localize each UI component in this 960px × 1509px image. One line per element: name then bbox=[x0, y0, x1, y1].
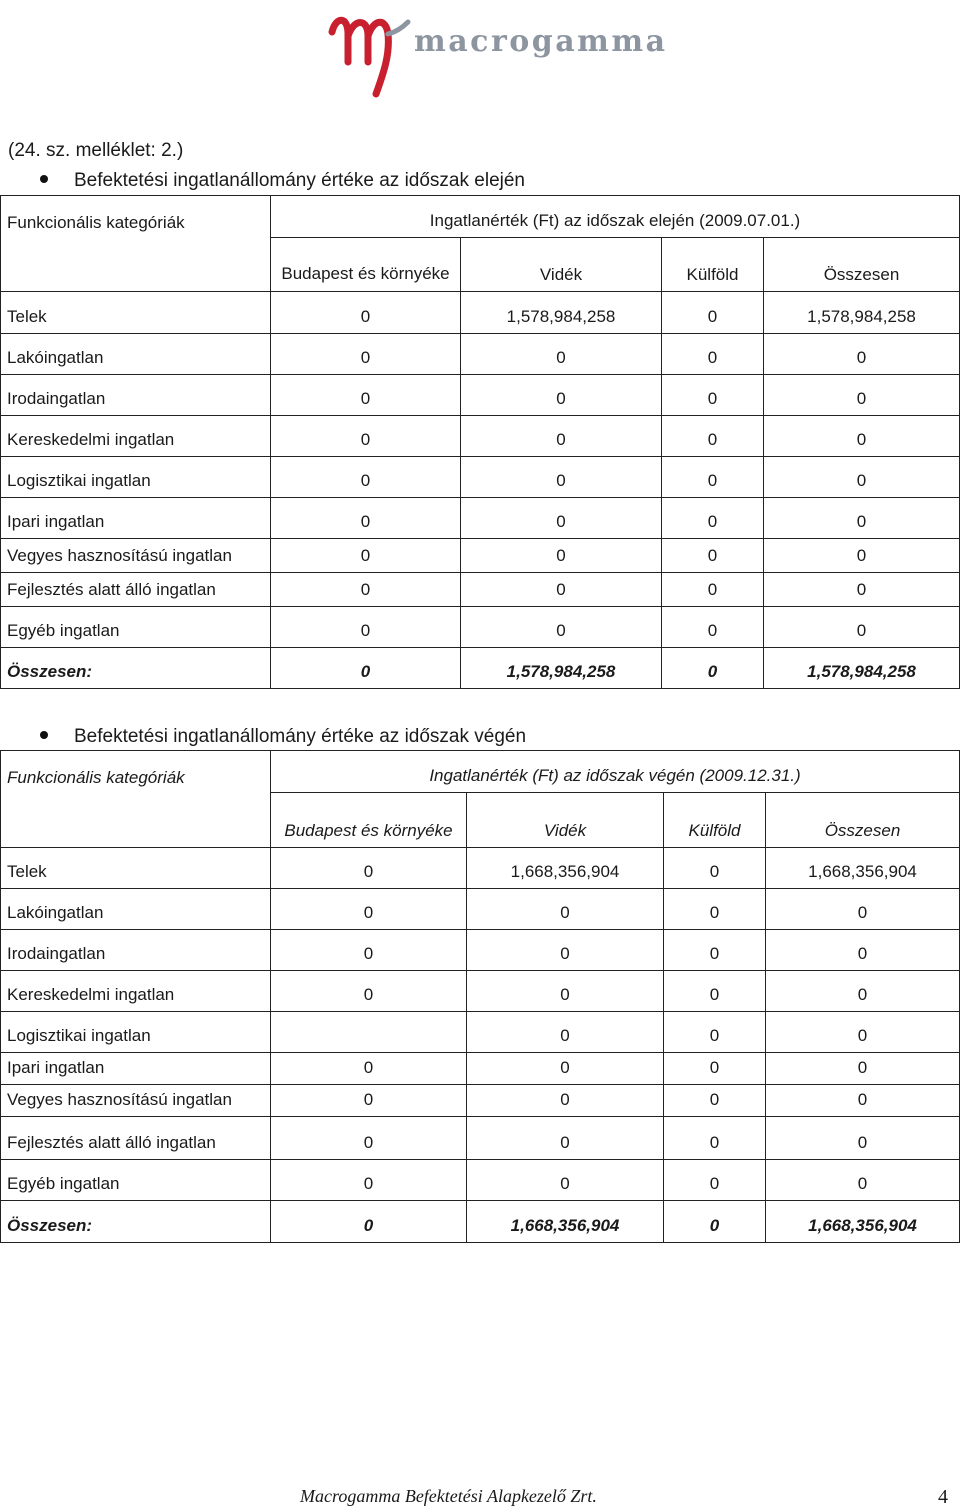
cell-value: 0 bbox=[271, 457, 461, 498]
col-header-videk: Vidék bbox=[467, 793, 664, 848]
cell-value: 0 bbox=[766, 889, 960, 930]
cell-value: 1,668,356,904 bbox=[467, 848, 664, 889]
group-header: Ingatlanérték (Ft) az időszak elején (2009.07.01.) bbox=[271, 196, 960, 238]
cell-value: 0 bbox=[662, 607, 764, 648]
row-label: Egyéb ingatlan bbox=[1, 607, 271, 648]
cell-value: 1,578,984,258 bbox=[764, 292, 960, 334]
cell-value: 0 bbox=[467, 971, 664, 1012]
cell-value: 0 bbox=[766, 1085, 960, 1117]
total-label: Összesen: bbox=[1, 648, 271, 689]
category-header: Funkcionális kategóriák bbox=[1, 751, 271, 848]
row-label: Ipari ingatlan bbox=[1, 498, 271, 539]
cell-value: 0 bbox=[764, 416, 960, 457]
table-row bbox=[1, 889, 960, 930]
cell-value: 0 bbox=[662, 416, 764, 457]
total-row bbox=[1, 1201, 960, 1243]
cell-value: 0 bbox=[467, 1085, 664, 1117]
cell-value: 0 bbox=[467, 930, 664, 971]
total-label: Összesen: bbox=[1, 1201, 271, 1243]
total-value: 1,578,984,258 bbox=[764, 648, 960, 689]
cell-value: 0 bbox=[271, 1053, 467, 1085]
cell-value: 0 bbox=[664, 889, 766, 930]
cell-value: 0 bbox=[764, 498, 960, 539]
table-row bbox=[1, 1117, 960, 1160]
total-value: 0 bbox=[662, 648, 764, 689]
cell-value: 0 bbox=[764, 607, 960, 648]
category-header: Funkcionális kategóriák bbox=[1, 196, 271, 292]
cell-value: 0 bbox=[766, 1012, 960, 1053]
table-row bbox=[1, 334, 960, 375]
cell-value: 0 bbox=[662, 498, 764, 539]
cell-value: 0 bbox=[766, 1160, 960, 1201]
cell-value: 0 bbox=[662, 573, 764, 607]
macrogamma-logo-mark-icon bbox=[326, 2, 416, 98]
row-label: Fejlesztés alatt álló ingatlan bbox=[1, 1117, 271, 1160]
cell-value: 0 bbox=[764, 573, 960, 607]
cell-value: 0 bbox=[664, 1117, 766, 1160]
table-row bbox=[1, 498, 960, 539]
cell-value: 0 bbox=[662, 292, 764, 334]
cell-value: 0 bbox=[271, 1117, 467, 1160]
group-header: Ingatlanérték (Ft) az időszak végén (2009.12.31.) bbox=[271, 751, 960, 793]
table-row bbox=[1, 1085, 960, 1117]
col-header-budapest: Budapest és környéke bbox=[271, 793, 467, 848]
total-value: 0 bbox=[664, 1201, 766, 1243]
cell-value: 1,668,356,904 bbox=[766, 848, 960, 889]
col-header-videk: Vidék bbox=[461, 238, 662, 292]
row-label: Lakóingatlan bbox=[1, 334, 271, 375]
cell-value: 0 bbox=[461, 607, 662, 648]
cell-value: 1,578,984,258 bbox=[461, 292, 662, 334]
cell-value: 0 bbox=[664, 1085, 766, 1117]
total-value: 1,578,984,258 bbox=[461, 648, 662, 689]
cell-value: 0 bbox=[664, 1012, 766, 1053]
cell-value: 0 bbox=[764, 457, 960, 498]
cell-value: 0 bbox=[664, 1053, 766, 1085]
cell-value: 0 bbox=[766, 1117, 960, 1160]
cell-value: 0 bbox=[664, 848, 766, 889]
table-row bbox=[1, 375, 960, 416]
cell-value: 0 bbox=[766, 971, 960, 1012]
cell-value: 0 bbox=[271, 292, 461, 334]
table-closing-value bbox=[0, 750, 960, 1243]
footer-company: Macrogamma Befektetési Alapkezelő Zrt. bbox=[300, 1486, 597, 1506]
row-label: Lakóingatlan bbox=[1, 889, 271, 930]
table-row bbox=[1, 573, 960, 607]
table-row bbox=[1, 416, 960, 457]
section2-heading-text: Befektetési ingatlanállomány értéke az időszak végén bbox=[74, 726, 527, 747]
row-label: Kereskedelmi ingatlan bbox=[1, 416, 271, 457]
table-row bbox=[1, 1012, 960, 1053]
annex-label: (24. sz. melléklet: 2.) bbox=[8, 140, 184, 161]
row-label: Kereskedelmi ingatlan bbox=[1, 971, 271, 1012]
row-label: Logisztikai ingatlan bbox=[1, 457, 271, 498]
row-label: Telek bbox=[1, 292, 271, 334]
cell-value: 0 bbox=[467, 1117, 664, 1160]
row-label: Irodaingatlan bbox=[1, 375, 271, 416]
table-row bbox=[1, 848, 960, 889]
cell-value: 0 bbox=[271, 971, 467, 1012]
total-value: 0 bbox=[271, 1201, 467, 1243]
cell-value: 0 bbox=[662, 334, 764, 375]
row-label: Vegyes hasznosítású ingatlan bbox=[1, 539, 271, 573]
table-row bbox=[1, 930, 960, 971]
cell-value: 0 bbox=[271, 498, 461, 539]
cell-value: 0 bbox=[271, 573, 461, 607]
logo-wordmark: macrogamma bbox=[414, 24, 668, 59]
table-row bbox=[1, 292, 960, 334]
cell-value: 0 bbox=[461, 457, 662, 498]
row-label: Telek bbox=[1, 848, 271, 889]
cell-value: 0 bbox=[664, 1160, 766, 1201]
cell-value: 0 bbox=[662, 539, 764, 573]
page-number: 4 bbox=[938, 1486, 948, 1508]
col-header-osszesen: Összesen bbox=[764, 238, 960, 292]
cell-value: 0 bbox=[467, 1012, 664, 1053]
table-row bbox=[1, 607, 960, 648]
section1-heading-text: Befektetési ingatlanállomány értéke az időszak elején bbox=[74, 170, 525, 191]
cell-value: 0 bbox=[467, 889, 664, 930]
cell-value: 0 bbox=[766, 1053, 960, 1085]
cell-value: 0 bbox=[271, 930, 467, 971]
table-row bbox=[1, 457, 960, 498]
table-opening-value bbox=[0, 195, 960, 689]
cell-value: 0 bbox=[662, 375, 764, 416]
cell-value: 0 bbox=[766, 930, 960, 971]
cell-value: 0 bbox=[271, 848, 467, 889]
total-row bbox=[1, 648, 960, 689]
cell-value: 0 bbox=[271, 1160, 467, 1201]
cell-value: 0 bbox=[461, 498, 662, 539]
row-label: Egyéb ingatlan bbox=[1, 1160, 271, 1201]
cell-value: 0 bbox=[461, 416, 662, 457]
col-header-kulfold: Külföld bbox=[664, 793, 766, 848]
cell-value: 0 bbox=[467, 1053, 664, 1085]
row-label: Vegyes hasznosítású ingatlan bbox=[1, 1085, 271, 1117]
cell-value: 0 bbox=[764, 375, 960, 416]
total-value: 1,668,356,904 bbox=[467, 1201, 664, 1243]
col-header-kulfold: Külföld bbox=[662, 238, 764, 292]
row-label: Irodaingatlan bbox=[1, 930, 271, 971]
cell-value: 0 bbox=[461, 375, 662, 416]
total-value: 1,668,356,904 bbox=[766, 1201, 960, 1243]
row-label: Logisztikai ingatlan bbox=[1, 1012, 271, 1053]
cell-value: 0 bbox=[271, 416, 461, 457]
cell-value: 0 bbox=[271, 539, 461, 573]
total-value: 0 bbox=[271, 648, 461, 689]
section1-heading bbox=[40, 170, 525, 192]
bullet-icon bbox=[40, 731, 48, 739]
table-row bbox=[1, 539, 960, 573]
table-row bbox=[1, 1160, 960, 1201]
table-row bbox=[1, 1053, 960, 1085]
cell-value: 0 bbox=[271, 375, 461, 416]
cell-value: 0 bbox=[664, 971, 766, 1012]
row-label: Fejlesztés alatt álló ingatlan bbox=[1, 573, 271, 607]
col-header-budapest: Budapest és környéke bbox=[271, 238, 461, 292]
cell-value: 0 bbox=[764, 539, 960, 573]
section2-heading bbox=[40, 726, 526, 748]
cell-value: 0 bbox=[271, 889, 467, 930]
cell-value: 0 bbox=[467, 1160, 664, 1201]
cell-value: 0 bbox=[271, 334, 461, 375]
cell-value: 0 bbox=[662, 457, 764, 498]
cell-value: 0 bbox=[764, 334, 960, 375]
company-logo bbox=[326, 2, 668, 98]
cell-value: 0 bbox=[461, 539, 662, 573]
col-header-osszesen: Összesen bbox=[766, 793, 960, 848]
cell-value: 0 bbox=[461, 573, 662, 607]
row-label: Ipari ingatlan bbox=[1, 1053, 271, 1085]
cell-value bbox=[271, 1012, 467, 1053]
cell-value: 0 bbox=[664, 930, 766, 971]
cell-value: 0 bbox=[271, 607, 461, 648]
cell-value: 0 bbox=[461, 334, 662, 375]
bullet-icon bbox=[40, 175, 48, 183]
table-row bbox=[1, 971, 960, 1012]
cell-value: 0 bbox=[271, 1085, 467, 1117]
